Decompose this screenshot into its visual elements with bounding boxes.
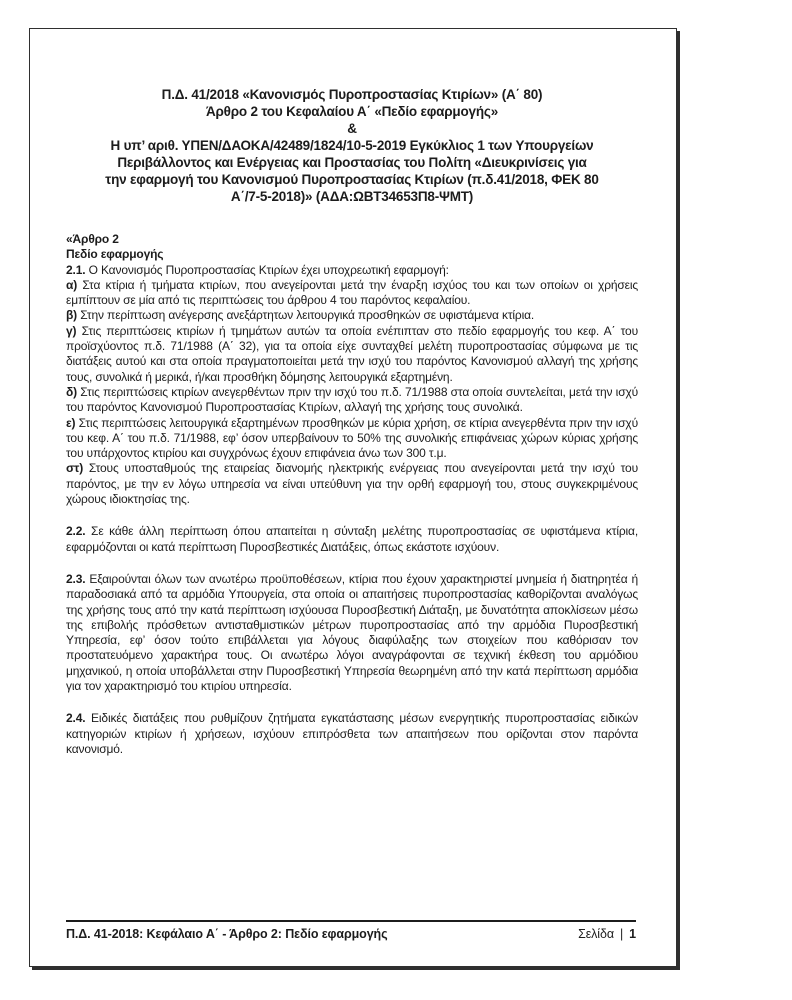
paragraph-label: στ) <box>66 461 84 476</box>
paragraph-label: ε) <box>66 415 76 430</box>
paragraph-text: Σε κάθε άλλη περίπτωση όπου απαιτείται η σύνταξη μελέτης πυροπροστασίας σε υφιστάμενα κτίρια, εφαρμόζονται οι κατά περίπτωση Πυροσβεστικές Διατάξεις, όπως εκάστοτε ισχύουν. <box>66 524 638 554</box>
page-footer <box>66 920 636 941</box>
paragraph-text: Στις περιπτώσεις λειτουργικά εξαρτημένων προσθηκών με κύρια χρήση, σε κτίρια ανεγερθέντα πριν την ισχύ του κεφ. Α΄ του π.δ. 71/1988, εφ’ όσον υπερβαίνουν το 50% της συνολικής επιφάνειας χώρων κύριας χρήσης του υπάρχοντος κτιρίου και συγχρόνως έχουν επιφάνεια άνω των 300 τ.μ. <box>66 415 638 461</box>
paragraph-text: Εξαιρούνται όλων των ανωτέρω προϋποθέσεων, κτίρια που έχουν χαρακτηριστεί μνημεία ή διατηρητέα ή παραδοσιακά από τα αρμόδια Υπουργεία, στα οποία οι απαιτήσεις πυροπροστασίας καθορίζονται αναλόγως της χρήσης τους από την κατά περίπτωση ισχύουσα Πυροσβεστική Διάταξη, με δυνατότητα αποκλίσεων μέσω της επιβολής πρόσθετων αντισταθμιστικών μέτρων πυροπροστασίας από την αρμόδια Πυροσβεστική Υπηρεσία, εφ’ όσον τούτο επιβάλλεται για λόγους διαφύλαξης των στοιχείων που καθόρισαν τον προστατευόμενο χαρακτήρα τους. Οι ανωτέρω λόγοι αναγράφονται σε τεχνική έκθεση του αρμόδιου μηχανικού, η οποία υποβάλλεται στην Πυροσβεστική Υπηρεσία θεωρημένη από την κατά περίπτωση αρμόδια για τον χαρακτηρισμό του κτιρίου υπηρεσία. <box>66 571 638 694</box>
page-border-frame <box>29 28 677 967</box>
footer-separator: | <box>619 927 624 941</box>
paragraph-text: Στις περιπτώσεις κτιρίων ανεγερθέντων πριν την ισχύ του π.δ. 71/1988 στα οποία συντελείται, μετά την ισχύ του παρόντος Κανονισμού Πυροπροστασίας Κτιρίων, αλλαγή της χρήσης τους συνολικά. <box>66 384 639 415</box>
document-body <box>66 232 638 757</box>
article-heading: «Άρθρο 2 <box>66 232 119 246</box>
paragraph-b <box>66 308 638 323</box>
paragraph-a <box>66 278 638 309</box>
paragraph-text: Ειδικές διατάξεις που ρυθμίζουν ζητήματα εγκατάστασης μέσων ενεργητικής πυροπροστασίας ειδικών κατηγοριών κτιρίων ή χρήσεων, ισχύουν επιπρόσθετα των απαιτήσεων που ορίζονται στον παρόντα κανονισμό. <box>66 711 638 756</box>
title-line-1: Π.Δ. 41/2018 «Κανονισμός Πυροπροστασίας Κτιρίων» (Α΄ 80) <box>161 87 543 102</box>
footer-page-number: 1 <box>629 927 636 941</box>
document-title <box>66 86 638 205</box>
paragraph-g <box>66 324 638 385</box>
paragraph-d <box>66 385 638 416</box>
paragraph-text: Στις περιπτώσεις κτιρίων ή τμημάτων αυτών τα οποία ενέπιπταν στο πεδίο εφαρμογής του κεφ. Α΄ του προϊσχύοντος π.δ. 71/1988 (Α΄ 32), για τα οποία είχε συνταχθεί μελέτη πυροπροστασίας σύμφωνα με τις διατάξεις αυτού και στα οποία πραγματοποιείται μετά την ισχύ του παρόντος Κανονισμού αλλαγή της χρήσης τους, συνολικά ή μερικά, ή/και προσθήκη δόμησης λειτουργικά εξαρτημένη. <box>66 323 638 384</box>
paragraph-label: 2.2. <box>66 524 86 539</box>
paragraph-2-3 <box>66 572 638 694</box>
paragraph-label: 2.1. <box>66 262 86 277</box>
paragraph-label: β) <box>66 308 78 323</box>
paragraph-2-4 <box>66 711 638 757</box>
paragraph-st <box>66 461 638 507</box>
paragraph-2-1 <box>66 263 638 278</box>
paragraph-text: Στα κτίρια ή τμήματα κτιρίων, που ανεγείρονται μετά την έναρξη ισχύος του και των οποίων οι χρήσεις εμπίπτουν σε μία από τις περιπτώσεις του άρθρου 4 του παρόντος κεφαλαίου. <box>66 277 639 308</box>
paragraph-text: Ο Κανονισμός Πυροπροστασίας Κτιρίων έχει υποχρεωτική εφαρμογή: <box>88 262 449 277</box>
paragraph-2-2 <box>66 524 638 555</box>
footer-page-indicator <box>578 927 636 941</box>
paragraph-label: 2.3. <box>66 571 86 586</box>
paragraph-label: α) <box>66 277 78 292</box>
paragraph-text: Στην περίπτωση ανέγερσης ανεξάρτητων λειτουργικά προσθηκών σε υφιστάμενα κτίρια. <box>80 308 535 323</box>
section-heading: Πεδίο εφαρμογής <box>66 247 164 262</box>
footer-page-word: Σελίδα <box>578 927 614 941</box>
paragraph-label: γ) <box>66 323 77 338</box>
paragraph-label: 2.4. <box>66 711 86 726</box>
footer-document-reference: Π.Δ. 41-2018: Κεφάλαιο Α΄ - Άρθρο 2: Πεδίο εφαρμογής <box>66 927 388 941</box>
title-line-6: την εφαρμογή του Κανονισμού Πυροπροστασίας Κτιρίων (π.δ.41/2018, ΦΕΚ 80 <box>105 172 599 187</box>
paragraph-label: δ) <box>66 384 77 399</box>
title-line-2: Άρθρο 2 του Κεφαλαίου Α΄ «Πεδίο εφαρμογής» <box>205 104 499 119</box>
title-line-5: Περιβάλλοντος και Ενέργειας και Προστασίας του Πολίτη «Διευκρινίσεις για <box>117 155 587 170</box>
title-line-3: & <box>347 121 357 136</box>
paragraph-e <box>66 416 638 462</box>
paragraph-text: Στους υποσταθμούς της εταιρείας διανομής ηλεκτρικής ενέργειας που ανεγείρονται μετά την ισχύ του παρόντος, με την εν λόγω υπηρεσία να είναι υπεύθυνη για την ορθή εφαρμογή του, στους συγκεκριμένους χώρους ιδιοκτησίας της. <box>66 461 638 507</box>
title-line-4: Η υπ’ αριθ. ΥΠΕΝ/ΔΑΟΚΑ/42489/1824/10-5-2019 Εγκύκλιος 1 των Υπουργείων <box>110 138 594 153</box>
title-line-7: Α΄/7-5-2018)» (ΑΔΑ:ΩΒΤ34653Π8-ΨΜΤ) <box>230 189 474 204</box>
